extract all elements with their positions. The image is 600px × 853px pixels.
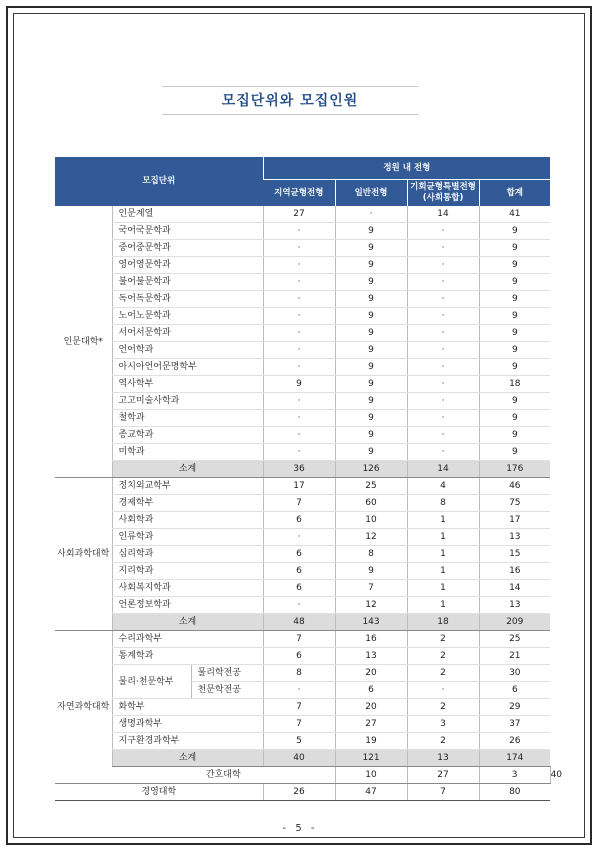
cell-regional: 26 xyxy=(263,784,335,801)
cell-total: 9 xyxy=(479,342,550,359)
cell-total: 9 xyxy=(479,359,550,376)
cell-special: · xyxy=(407,427,479,444)
unit-name: 독어독문학과 xyxy=(112,291,263,308)
unit-name: 경제학부 xyxy=(112,495,263,512)
cell-total: 14 xyxy=(479,580,550,597)
cell-total: 9 xyxy=(479,444,550,461)
table-row xyxy=(55,665,550,682)
cell-general: 6 xyxy=(335,682,407,699)
cell-general: 9 xyxy=(335,427,407,444)
cell-total: 9 xyxy=(479,223,550,240)
cell-special: · xyxy=(407,682,479,699)
cell-total: 46 xyxy=(479,478,550,495)
cell-general: 9 xyxy=(335,223,407,240)
table-row xyxy=(55,393,550,410)
unit-name: 지구환경과학부 xyxy=(112,733,263,750)
header-special xyxy=(407,180,479,207)
unit-name: 종교학과 xyxy=(112,427,263,444)
table-row xyxy=(55,529,550,546)
cell-special: 18 xyxy=(407,614,479,631)
unit-name: 불어불문학과 xyxy=(112,274,263,291)
cell-special: · xyxy=(407,257,479,274)
cell-total: 9 xyxy=(479,410,550,427)
page-number: - 5 - xyxy=(282,823,318,834)
cell-total: 13 xyxy=(479,597,550,614)
cell-general: 9 xyxy=(335,308,407,325)
cell-total: 80 xyxy=(479,784,550,801)
cell-general: 9 xyxy=(335,444,407,461)
header-regional: 지역균형전형 xyxy=(263,180,335,207)
table-row xyxy=(55,512,550,529)
unit-name: 언론정보학과 xyxy=(112,597,263,614)
table-row xyxy=(55,240,550,257)
unit-name: 서어서문학과 xyxy=(112,325,263,342)
unit-name: 화학부 xyxy=(112,699,263,716)
cell-regional: 40 xyxy=(263,750,335,767)
cell-special: 1 xyxy=(407,529,479,546)
cell-general: 27 xyxy=(335,716,407,733)
cell-total: 75 xyxy=(479,495,550,512)
unit-name: 사회복지학과 xyxy=(112,580,263,597)
cell-total: 41 xyxy=(479,206,550,223)
college-social-sciences: 사회과학대학 xyxy=(55,478,112,631)
unit-name: 철학과 xyxy=(112,410,263,427)
cell-special: · xyxy=(407,308,479,325)
cell-special: 2 xyxy=(407,733,479,750)
table-row xyxy=(55,546,550,563)
table-row xyxy=(55,478,550,495)
cell-total: 17 xyxy=(479,512,550,529)
table-row xyxy=(55,563,550,580)
cell-special: 1 xyxy=(407,512,479,529)
cell-general: 16 xyxy=(335,631,407,648)
cell-total: 25 xyxy=(479,631,550,648)
cell-regional: · xyxy=(263,223,335,240)
subtotal-row xyxy=(55,461,550,478)
header-total: 합계 xyxy=(479,180,550,207)
cell-special: 1 xyxy=(407,580,479,597)
cell-regional: · xyxy=(263,240,335,257)
cell-general: 10 xyxy=(335,512,407,529)
unit-name: 지리학과 xyxy=(112,563,263,580)
unit-name: 통계학과 xyxy=(112,648,263,665)
cell-general: 60 xyxy=(335,495,407,512)
cell-general: 9 xyxy=(335,410,407,427)
unit-name: 인류학과 xyxy=(112,529,263,546)
unit-name: 미학과 xyxy=(112,444,263,461)
cell-regional: 17 xyxy=(263,478,335,495)
cell-regional: 6 xyxy=(263,648,335,665)
cell-special: 14 xyxy=(407,461,479,478)
cell-regional: · xyxy=(263,291,335,308)
unit-name: 심리학과 xyxy=(112,546,263,563)
cell-total: 9 xyxy=(479,308,550,325)
cell-regional: · xyxy=(263,444,335,461)
unit-name: 천문학전공 xyxy=(191,682,263,699)
table-row xyxy=(55,376,550,393)
cell-general: 25 xyxy=(335,478,407,495)
cell-total: 9 xyxy=(479,325,550,342)
cell-total: 9 xyxy=(479,393,550,410)
cell-regional: · xyxy=(263,359,335,376)
cell-total: 174 xyxy=(479,750,550,767)
unit-name: 중어중문학과 xyxy=(112,240,263,257)
cell-general: 12 xyxy=(335,597,407,614)
unit-group-physics-astronomy: 물리·천문학부 xyxy=(112,665,191,699)
cell-total: 37 xyxy=(479,716,550,733)
unit-name: 고고미술사학과 xyxy=(112,393,263,410)
table-row xyxy=(55,223,550,240)
cell-special: 2 xyxy=(407,665,479,682)
unit-name: 국어국문학과 xyxy=(112,223,263,240)
cell-general: 9 xyxy=(335,342,407,359)
table-row xyxy=(55,342,550,359)
cell-total: 26 xyxy=(479,733,550,750)
cell-regional: 7 xyxy=(263,631,335,648)
cell-general: 9 xyxy=(335,325,407,342)
cell-general: 19 xyxy=(335,733,407,750)
header-special-line1: 기회균형특별전형 xyxy=(410,182,476,192)
cell-special: 4 xyxy=(407,478,479,495)
cell-total: 13 xyxy=(479,529,550,546)
cell-general: 143 xyxy=(335,614,407,631)
cell-total: 176 xyxy=(479,461,550,478)
cell-special: 8 xyxy=(407,495,479,512)
cell-general: · xyxy=(335,206,407,223)
table-row xyxy=(55,648,550,665)
cell-regional: 27 xyxy=(263,206,335,223)
cell-special: 1 xyxy=(407,597,479,614)
cell-total: 15 xyxy=(479,546,550,563)
table-row xyxy=(55,427,550,444)
header-special-line2: (사회통합) xyxy=(422,193,464,203)
table-row xyxy=(55,410,550,427)
table-row xyxy=(55,291,550,308)
cell-general: 121 xyxy=(335,750,407,767)
subtotal-label: 소계 xyxy=(112,461,263,478)
table-row xyxy=(55,597,550,614)
cell-regional: · xyxy=(263,325,335,342)
cell-regional: 7 xyxy=(263,716,335,733)
cell-special: · xyxy=(407,223,479,240)
table-header-row xyxy=(55,157,550,180)
college-nursing: 간호대학 xyxy=(112,767,335,784)
cell-general: 8 xyxy=(335,546,407,563)
cell-regional: 7 xyxy=(263,699,335,716)
cell-special: 3 xyxy=(407,716,479,733)
cell-special: · xyxy=(407,393,479,410)
header-group: 정원 내 전형 xyxy=(263,157,550,180)
table-row xyxy=(55,495,550,512)
unit-name: 역사학부 xyxy=(112,376,263,393)
table-row xyxy=(55,257,550,274)
title-rule-top xyxy=(162,86,418,87)
cell-total: 18 xyxy=(479,376,550,393)
unit-name: 정치외교학부 xyxy=(112,478,263,495)
cell-regional: · xyxy=(263,597,335,614)
table-row xyxy=(55,444,550,461)
cell-regional: · xyxy=(263,308,335,325)
cell-special: 13 xyxy=(407,750,479,767)
subtotal-row xyxy=(55,614,550,631)
cell-general: 9 xyxy=(335,274,407,291)
cell-regional: 36 xyxy=(263,461,335,478)
table-row xyxy=(55,325,550,342)
table-row xyxy=(55,699,550,716)
unit-name: 언어학과 xyxy=(112,342,263,359)
cell-total: 9 xyxy=(479,427,550,444)
subtotal-label: 소계 xyxy=(112,750,263,767)
cell-regional: 6 xyxy=(263,580,335,597)
cell-total: 9 xyxy=(479,240,550,257)
cell-total: 6 xyxy=(479,682,550,699)
cell-general: 12 xyxy=(335,529,407,546)
cell-general: 7 xyxy=(335,580,407,597)
cell-general: 9 xyxy=(335,563,407,580)
unit-name: 생명과학부 xyxy=(112,716,263,733)
cell-general: 9 xyxy=(335,291,407,308)
cell-general: 126 xyxy=(335,461,407,478)
page-title: 모집단위와 모집인원 xyxy=(221,93,359,109)
cell-regional: 5 xyxy=(263,733,335,750)
header-general: 일반전형 xyxy=(335,180,407,207)
table-row: 간호대학 10 27 3 40 xyxy=(55,767,550,784)
college-natural-sciences: 자연과학대학 xyxy=(55,631,112,784)
table-row xyxy=(55,206,550,223)
cell-special: 2 xyxy=(407,631,479,648)
cell-special: · xyxy=(407,274,479,291)
cell-special: 1 xyxy=(407,563,479,580)
cell-special: · xyxy=(407,342,479,359)
cell-general: 9 xyxy=(335,376,407,393)
cell-regional: 9 xyxy=(263,376,335,393)
cell-special: · xyxy=(407,410,479,427)
cell-special: 7 xyxy=(407,784,479,801)
unit-name: 영어영문학과 xyxy=(112,257,263,274)
table-row xyxy=(55,631,550,648)
cell-regional: · xyxy=(263,274,335,291)
cell-regional: · xyxy=(263,393,335,410)
unit-name: 사회학과 xyxy=(112,512,263,529)
cell-total: 9 xyxy=(479,257,550,274)
cell-special: 2 xyxy=(407,699,479,716)
header-unit: 모집단위 xyxy=(55,157,263,206)
cell-total: 9 xyxy=(479,274,550,291)
unit-name: 노어노문학과 xyxy=(112,308,263,325)
cell-total: 9 xyxy=(479,291,550,308)
cell-regional: · xyxy=(263,529,335,546)
cell-regional: 6 xyxy=(263,512,335,529)
subtotal-label: 소계 xyxy=(112,614,263,631)
cell-special: 2 xyxy=(407,648,479,665)
cell-special: · xyxy=(407,291,479,308)
cell-general: 20 xyxy=(335,665,407,682)
table-row xyxy=(55,308,550,325)
cell-regional: 7 xyxy=(263,495,335,512)
title-rule-bottom xyxy=(162,114,418,115)
cell-total: 16 xyxy=(479,563,550,580)
cell-regional: 6 xyxy=(263,546,335,563)
table-row xyxy=(55,580,550,597)
cell-general: 27 xyxy=(407,767,479,784)
cell-special: · xyxy=(407,359,479,376)
cell-special: 14 xyxy=(407,206,479,223)
cell-total: 21 xyxy=(479,648,550,665)
cell-special: 3 xyxy=(479,767,550,784)
cell-general: 13 xyxy=(335,648,407,665)
unit-name: 물리학전공 xyxy=(191,665,263,682)
cell-general: 20 xyxy=(335,699,407,716)
cell-regional: · xyxy=(263,427,335,444)
unit-name: 수리과학부 xyxy=(112,631,263,648)
recruitment-table xyxy=(55,157,563,801)
cell-general: 9 xyxy=(335,359,407,376)
table-row xyxy=(55,359,550,376)
cell-special: · xyxy=(407,325,479,342)
table-row xyxy=(55,733,550,750)
table-row xyxy=(55,784,550,801)
cell-regional: 10 xyxy=(335,767,407,784)
subtotal-row xyxy=(55,750,550,767)
cell-special: 1 xyxy=(407,546,479,563)
table-row xyxy=(55,274,550,291)
college-humanities: 인문대학* xyxy=(55,206,112,478)
cell-total: 30 xyxy=(479,665,550,682)
cell-total: 209 xyxy=(479,614,550,631)
cell-general: 9 xyxy=(335,393,407,410)
table-row xyxy=(55,716,550,733)
cell-regional: 6 xyxy=(263,563,335,580)
unit-name: 아시아언어문명학부 xyxy=(112,359,263,376)
unit-name: 인문계열 xyxy=(112,206,263,223)
cell-regional: · xyxy=(263,342,335,359)
cell-regional: · xyxy=(263,410,335,427)
cell-special: · xyxy=(407,376,479,393)
cell-general: 9 xyxy=(335,240,407,257)
cell-regional: 8 xyxy=(263,665,335,682)
cell-general: 9 xyxy=(335,257,407,274)
cell-special: · xyxy=(407,444,479,461)
cell-general: 47 xyxy=(335,784,407,801)
cell-regional: · xyxy=(263,257,335,274)
cell-special: · xyxy=(407,240,479,257)
cell-regional: · xyxy=(263,682,335,699)
cell-regional: 48 xyxy=(263,614,335,631)
cell-total: 29 xyxy=(479,699,550,716)
college-business: 경영대학 xyxy=(55,784,263,801)
